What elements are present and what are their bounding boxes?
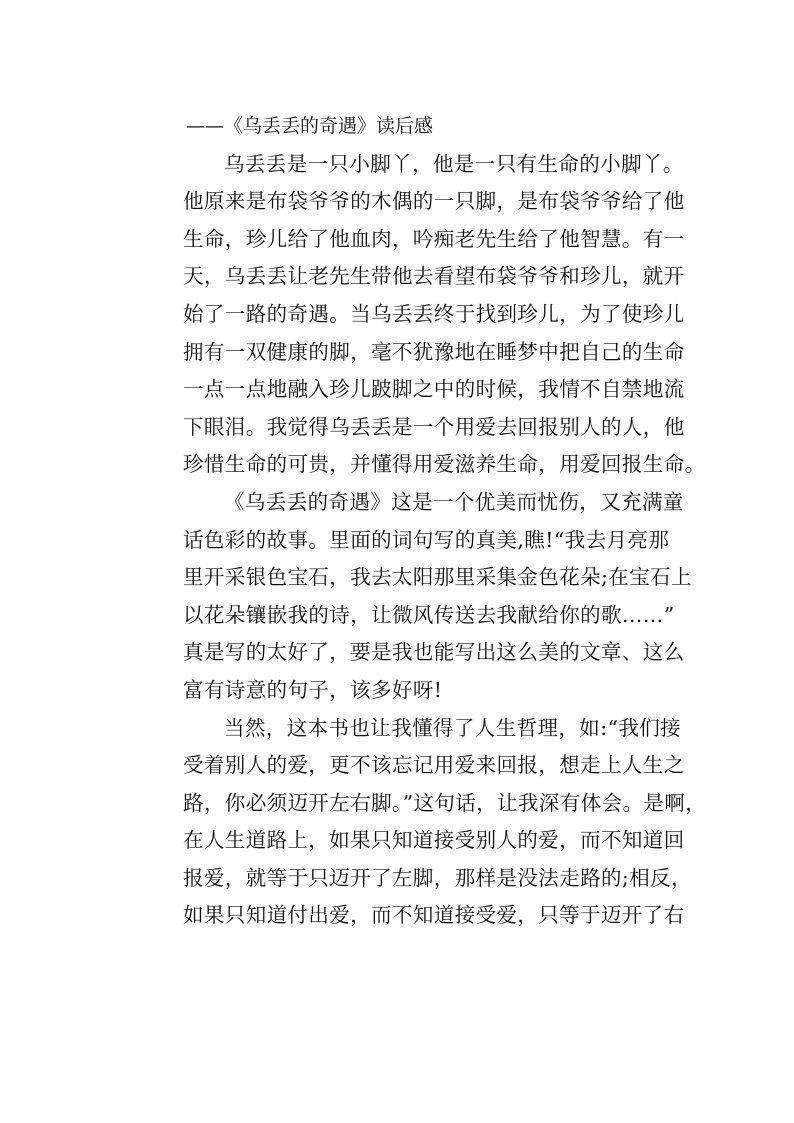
text-line: 下眼泪。我觉得乌丢丢是一个用爱去回报别人的人，他 — [183, 414, 685, 439]
text-line: 珍惜生命的可贵，并懂得用爱滋养生命，用爱回报生命。 — [183, 452, 706, 477]
text-line: 《乌丢丢的奇遇》这是一个优美而忧伤，又充满童 — [224, 489, 684, 514]
text-line: 一点一点地融入珍儿跛脚之中的时候，我情不自禁地流 — [183, 377, 685, 402]
essay-subtitle: ——《乌丢丢的奇遇》读后感 — [186, 115, 434, 137]
text-line: 受着别人的爱，更不该忘记用爱来回报，想走上人生之 — [183, 753, 685, 778]
text-line: 以花朵镶嵌我的诗，让微风传送去我献给你的歌……” — [183, 602, 675, 627]
text-line: 真是写的太好了，要是我也能写出这么美的文章、这么 — [183, 640, 685, 665]
text-line: 在人生道路上，如果只知道接受别人的爱，而不知道回 — [183, 828, 685, 853]
text-line: 当然，这本书也让我懂得了人生哲理，如:“我们接 — [224, 715, 682, 740]
text-line: 富有诗意的句子，该多好呀! — [183, 677, 443, 702]
paragraph-1 — [142, 146, 706, 484]
text-line: 报爱，就等于只迈开了左脚，那样是没法走路的;相反， — [183, 865, 692, 890]
text-line: 如果只知道付出爱，而不知道接受爱，只等于迈开了右 — [183, 903, 685, 928]
text-line: 拥有一双健康的脚，毫不犹豫地在睡梦中把自己的生命 — [183, 339, 685, 364]
paragraph-3 — [142, 710, 707, 936]
document-body — [142, 108, 707, 935]
text-line: 始了一路的奇遇。当乌丢丢终于找到珍儿，为了使珍儿 — [183, 301, 685, 326]
text-line: 生命，珍儿给了他血肉，吟痴老先生给了他智慧。有一 — [183, 226, 685, 251]
text-line: 里开采银色宝石，我去太阳那里采集金色花朵;在宝石上 — [183, 565, 692, 590]
text-line: 话色彩的故事。里面的词句写的真美,瞧!“我去月亮那 — [183, 527, 670, 552]
text-line: 天，乌丢丢让老先生带他去看望布袋爷爷和珍儿，就开 — [183, 264, 685, 289]
text-line: 乌丢丢是一只小脚丫，他是一只有生命的小脚丫。 — [224, 151, 684, 176]
text-line: 路，你必须迈开左右脚。”这句话，让我深有体会。是啊， — [183, 790, 707, 815]
paragraph-2 — [142, 484, 692, 710]
text-line: 他原来是布袋爷爷的木偶的一只脚，是布袋爷爷给了他 — [183, 189, 685, 214]
